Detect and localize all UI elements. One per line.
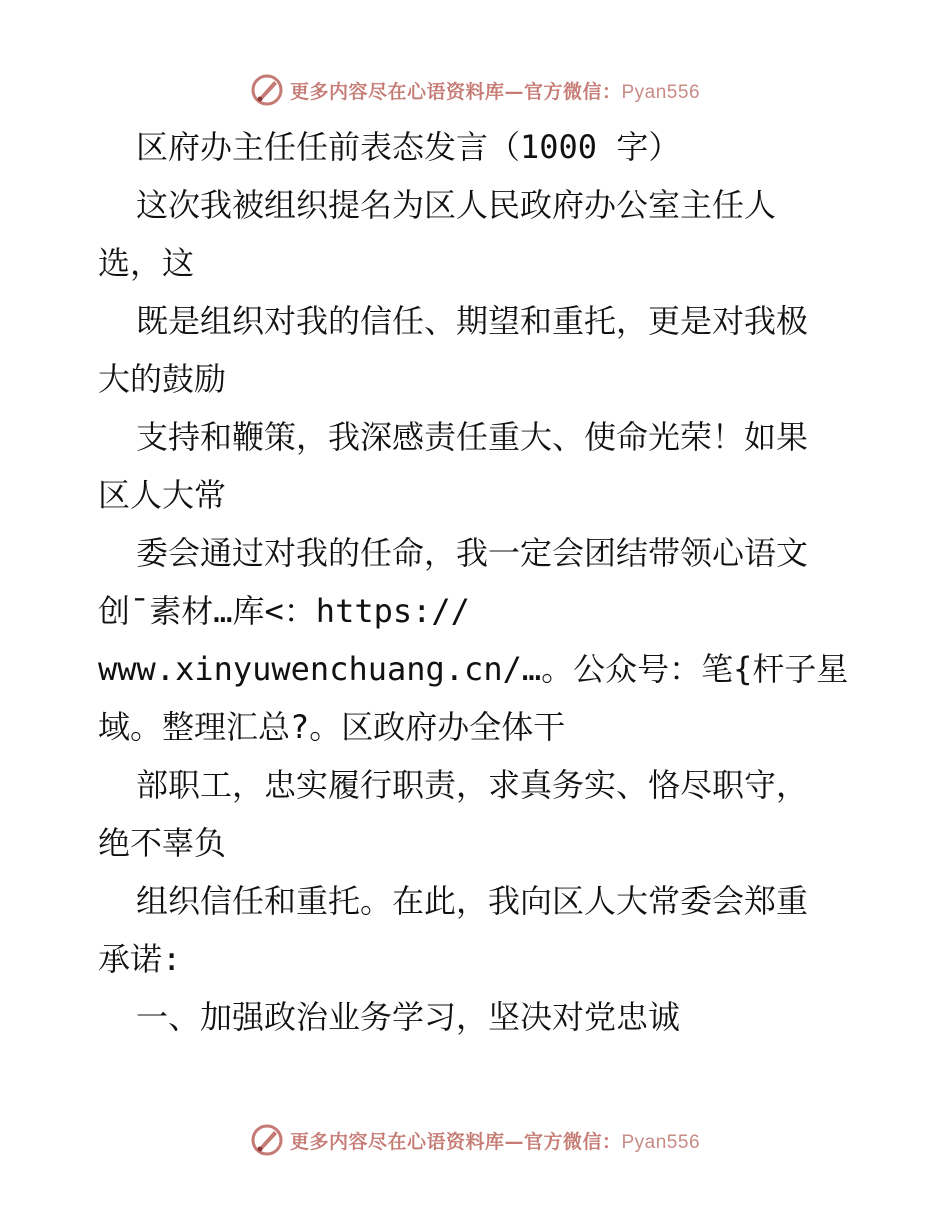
quill-pen-logo-icon [250,73,284,107]
header-banner [0,70,950,110]
footer-banner-label: 更多内容尽在心语资料库—官方微信： [289,1130,622,1153]
header-banner-text [290,77,700,104]
footer-banner-text [290,1127,700,1154]
document-line: 支持和鞭策，我深感责任重大、使命光荣！如果 [136,418,809,456]
footer-banner-inner [250,1123,700,1157]
document-line: 这次我被组织提名为区人民政府办公室主任人 [136,186,777,224]
document-line: 承诺: [98,940,182,978]
document-line: 既是组织对我的信任、期望和重托，更是对我极 [136,302,809,340]
footer-banner [0,1120,950,1160]
document-line: 大的鼓励 [98,360,227,398]
header-banner-wechat-id: Pyan556 [621,81,701,103]
document-line: 域。整理汇总?。区政府办全体干 [98,708,566,746]
header-banner-label: 更多内容尽在心语资料库—官方微信： [289,80,622,103]
document-line: 组织信任和重托。在此，我向区人大常委会郑重 [136,882,809,920]
document-line: 绝不辜负 [98,824,227,862]
document-line: 部职工，忠实履行职责，求真务实、恪尽职守， [136,766,809,804]
document-line: www.xinyuwenchuang.cn/…。公众号：笔{杆子星 [98,650,849,688]
header-banner-inner [250,73,700,107]
document-line: 创¯素材…库<：https:// [98,592,470,630]
document-line: 选，这 [98,244,195,282]
document-line: 区人大常 [98,476,227,514]
document-line: 一、加强政治业务学习，坚决对党忠诚 [136,998,681,1036]
document-body [98,118,858,1046]
document-title: 区府办主任任前表态发言（1000 字） [136,128,681,166]
document-line: 委会通过对我的任命，我一定会团结带领心语文 [136,534,809,572]
quill-pen-logo-icon [250,1123,284,1157]
footer-banner-wechat-id: Pyan556 [621,1131,701,1153]
